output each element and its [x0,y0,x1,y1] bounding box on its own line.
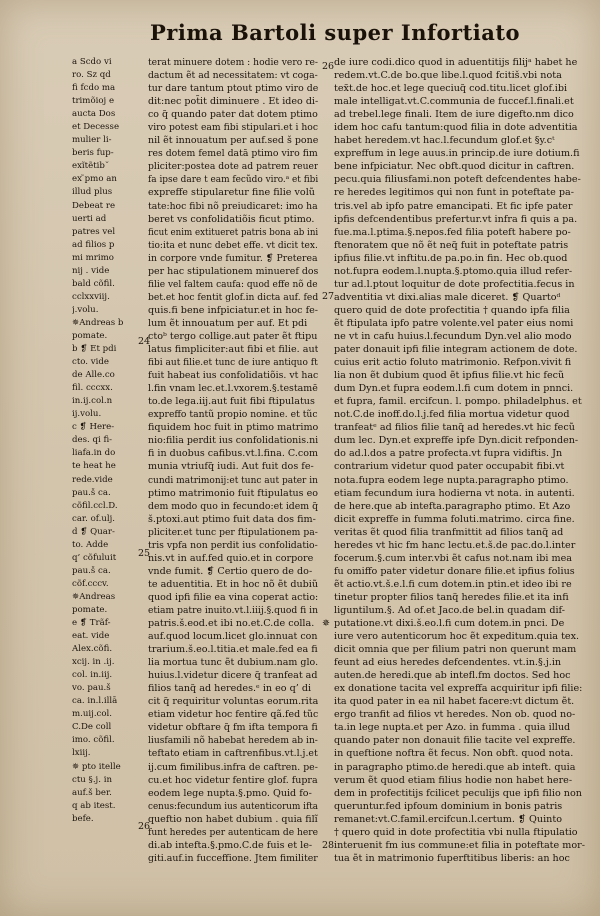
margin-note-line: eat. vide [72,631,110,642]
margin-note-line: mulier li- [72,135,112,146]
text-line: dem modo quo in fecundo:et idem q̃ [148,500,318,512]
margin-note-line: c ❡ Here- [72,422,115,433]
text-line: † quero quid in dote profectitia vbi nulla ftipulatio [334,826,578,838]
text-line: iure vero autenticorum hoc ẽt expeditum.quia tex. [334,631,580,643]
text-line: fi in duobus cafibus.vt.l.fina. C.com [148,448,318,460]
text-line: tate:hoc fibi nõ preiudicaret: imo ha [148,200,318,212]
margin-note-line: car. of.ulj. [72,513,116,524]
text-line: de here.que ab intefta.paragrapho ptimo. Et Azo [334,500,571,512]
text-line: heredes vt hic fm hanc lectu.et.š.de pac.do.l.inter [334,539,576,551]
margin-note-line: vo. pau.š [72,683,111,694]
text-column-left [148,56,318,865]
text-line: expreffo tantũ propio nomine. et tũc [148,409,318,421]
margin-note-line: beris fup- [72,148,114,159]
margin-note-line: ✵ pto itelle [72,761,121,772]
margin-note-line: j.volu. [72,304,99,315]
text-line: quero quid de dote profectitia † quando ipfa filia [334,304,570,316]
margin-note-line: befe. [72,813,94,824]
text-line: liguntilum.§. Ad of.et Jaco.de bel.in quadam dif- [334,604,565,616]
text-line: ex donatione tacita vel expreffa acquiritur ipfi filie: [334,683,583,695]
text-line: cundi matrimonij:et tunc aut pater in [148,474,318,486]
text-line: dicit expreffe in fumma foluti.matrimo. circa fine. [334,513,575,525]
text-line: dicit omnia que per filium patri non querunt mam [334,644,577,656]
text-line: š.ptoxi.aut ptimo fuit data dos fim- [148,513,316,525]
text-line: interuenit fm ius commune:et filia in poteftate mor- [334,839,585,851]
margin-note-line: illud plus [72,187,113,198]
text-line: nil ẽt innouatum per auf.sed š pone [148,135,318,147]
margin-note-line: bald cõfil. [72,278,115,289]
margin-note-line: to. Adde [72,539,109,550]
text-line: per hac stipulationem minueref dos [148,265,318,277]
text-line: nio:filia perdit ius confolidationis.ni [148,435,318,447]
text-line: to.de lega.iij.aut fuit fibi ftipulatus [148,396,315,408]
gutter-number: 25 [138,548,151,559]
margin-note-line: ij.volu. [72,409,102,420]
text-line: liusfamili nõ habebat heredem ab in- [148,735,318,747]
margin-note-line: ex ̃pmo an [72,174,117,185]
margin-note-line: d ❡ Quar- [72,526,115,537]
margin-note-line: trimõioj e [72,96,115,107]
text-line: expreffum in lege auus.in princip.de iure dotium.fi [334,148,580,160]
page-title: Prima Bartoli super Infortiato [150,20,521,45]
text-line: ad trebel.lege finali. Item de iure digefto.nm dico [334,109,574,121]
margin-note-line: Alex.cõfi. [72,644,113,655]
margin-note-line: auf.š ber. [72,787,112,798]
text-line: fibi aut filie.et tunc de iure antiquo ft [148,357,318,369]
text-line: ita quod pater in ea nil habet facere:vt dictum ẽt. [334,696,575,708]
text-line: tur dare tantum ptout ptimo viro de [148,83,318,95]
margin-note-line: cõf.cccv. [72,578,109,589]
text-line: fuit habeat ius confolidatiõis. vt hac [148,370,318,382]
margin-note-line: des. qi fi- [72,435,113,446]
margin-note-line: imo. cõfil. [72,735,115,746]
text-line: trarium.š.eo.l.titia.et male.fed ea fi [148,644,318,656]
text-line: ij.cum fimilibus.infra de caftren. pe- [148,761,318,773]
text-line: pater donauit ipfi filie integram actionem de dote. [334,344,578,356]
text-line: co q̃ quando pater dat dotem ptimo [148,109,318,121]
text-line: lia non ẽt dubium quod ẽt ipfius filie.vt hic fecũ [334,370,565,382]
text-line: huius.l.videtur dicere q̃ tranfeat ad [148,670,318,682]
margin-note-line: cclxxviij. [72,291,110,302]
text-line: tinetur propter filios tanq̃ heredes filie.et ita infi [334,591,569,603]
text-line: filios tanq̃ ad heredes.ᵉ in eo q’ di [148,683,312,695]
text-line: dum Dyn.et fupra eodem.l.fi cum dotem in pnnci. [334,383,574,395]
text-line: cu.et hoc videtur fentire glof. fupra [148,774,318,786]
text-line: pliciter:postea dote ad patrem reuer [148,161,318,173]
margin-note-line: nij . vide [72,265,110,276]
margin-note-line: cto. vide [72,357,109,368]
margin-note-line: mi mrimo [72,252,114,263]
text-line: habet heredem.vt hac.l.fecundum glof.et §y.cᵗ [334,135,555,147]
margin-note-line: et Decesse [72,122,120,133]
text-line: lia mortua tunc ẽt dubium.nam glo. [148,657,318,669]
margin-note-line: exĩtẽtib˘ [72,161,110,172]
text-line: tur ad.l.ptout loquitur de dote profectitia.fecus in [334,278,575,290]
text-line: videtur obftare q̃ fm ifta tempora fi [148,722,318,734]
text-line: ta.in lege nupta.et per Azo. in fumma . quia illud [334,722,571,734]
margin-note-line: de Alle.co [72,370,115,381]
text-line: terat minuere dotem : hodie vero re- [148,57,318,68]
margin-note-line: rede.vide [72,474,113,485]
margin-note-line: fi fcdo ma [72,83,116,94]
text-line: cuius erit actio foluto matrimonio. Refpon.vivit fi [334,357,572,369]
text-line: l.fin vnam lec.et.l.vxorem.§.testamē [148,383,318,395]
text-line: munia vtriufq̃ iudi. Aut fuit dos fe- [148,461,314,473]
text-line: giti.auf.in fucceffione. Jtem fimiliter [148,852,318,864]
text-line: dum lec. Dyn.et expreffe ipfe Dyn.dicit refponden- [334,435,579,447]
gutter-number: 24 [138,336,151,347]
text-line: veritas ẽt quod filia tranfmittit ad filios tanq̃ ad [334,526,564,538]
text-line: feunt ad eius heredes defcendentes. vt.in.§.j.in [334,657,562,669]
margin-note-line: uerti ad [72,213,107,224]
text-line: ipfius filie.vt inftitu.de pa.po.in fin. Hec ob.quod [334,252,568,264]
text-line: tranfeatᵉ ad filios filie tanq̃ ad heredes.vt hic fecũ [334,422,575,434]
margin-note-line: liafa.in do [72,448,116,459]
margin-note-line: lxiij. [72,748,91,759]
margin-note-line: fil. cccxx. [72,383,113,394]
text-line: not.C.de inoff.do.l.j.fed filia mortua videtur quod [334,409,570,421]
text-line: dem in profectitijs fcilicet peculijs que ipfi filio non [334,787,582,799]
text-line: et fupra, famil. ercifcun. l. pompo. philadelphus. et [334,396,582,408]
text-line: de iure codi.dico quod in aduentitijs filijᵃ habet he [334,57,578,68]
text-line: pliciter.et tunc per ftipulationem pa- [148,526,318,538]
text-line: expreffe stipularetur fine filie volũ [148,187,315,199]
gutter-star: ✵ [322,618,330,629]
text-line: remanet:vt.C.famil.ercifcun.l.certum. ❡ Quinto [334,813,562,825]
text-line: quod ipfi filie ea vina coperat actio: [148,591,318,603]
text-line: tris.vel ab ipfo patre emancipati. Et fic ipfe pater [334,200,573,212]
text-line: queftio non habet dubium . quia filĩ [148,813,318,825]
text-line: adventitia vt dixi.alias male diceret. ❡ Quartoᵈ [334,291,561,303]
text-line: tio:ita et nunc debet effe. vt dicit tex. [148,239,318,251]
text-line: teftato etiam in caftrenfibus.vt.l.j.et [148,748,318,760]
text-line: tris vpfa non perdit ius confolidatio- [148,539,318,551]
margin-note-line: patres vel [72,226,116,237]
text-line: eodem lege nupta.§.pmo. Quid fo- [148,787,312,799]
margin-note-line: cõfil.ccl.D. [72,500,118,511]
margin-note-line: m.uij.col. [72,709,113,720]
text-line: idem hoc cafu tantum:quod filia in dote adventitia [334,122,578,134]
text-line: te aduentitia. Et in hoc nõ ẽt dubiũ [148,578,318,590]
text-line: fu omiffo pater videtur donare filie.et ipfius folius [334,565,575,577]
gutter-number: 27 [322,291,335,302]
text-line: contrarium videtur quod pater occupabit fibi.vt [334,461,565,473]
margin-note-line: ✵Andreas b [72,317,124,328]
text-line: etiam videtur hoc fentire qã.fed tũc [148,709,318,721]
text-line: queruntur.fed ipfoum dominium in bonis patris [334,800,563,812]
text-line: dactum ẽt ad necessitatem: vt coga- [148,70,318,82]
gutter-number: 26 [322,61,335,72]
margin-note-line: pomate. [72,330,108,341]
text-line: quis.fi bene infpiciatur.et in hoc fe- [148,304,318,316]
text-line: ptimo matrimonio fuit ftipulatus eo [148,487,318,499]
text-line: fa ipse dare t eam fecũdo viro.ᵃ et fibi [148,174,318,186]
text-line: putatione.vt dixi.š.eo.l.fi cum dotem.in pnci. De [334,618,565,630]
margin-note-line: in.ij.col.n [72,396,113,407]
text-line: latus fimpliciter:aut fibi et filie. aut [148,344,318,356]
text-line: vnde fumit. ❡ Certio quero de do- [148,565,313,577]
margin-note-line: pau.š ca. [72,487,111,498]
text-line: fiquidem hoc fuit in ptimo matrimo [148,422,318,434]
margin-note-line: ca. in.l.illā [72,696,118,707]
text-column-right [334,56,586,865]
text-line: ne vt in cafu huius.l.fecundum Dyn.vel alio modo [334,330,572,342]
gutter-number: 26 [138,821,151,832]
margin-note-line: ✵Andreas [72,591,116,602]
margin-note-line: xcij. in .ij. [72,657,115,668]
text-line: cit q̃ requiritur voluntas eorum.rita [148,696,318,708]
text-line: filie vel faltem caufa: quod effe nõ de [148,278,318,290]
text-line: verum ẽt quod etiam filius hodie non habet here- [334,774,573,786]
margin-note-line: col. in.iij. [72,670,113,681]
text-line: etiam fecundum iura hodierna vt nota. in autenti. [334,487,575,499]
text-line: focerum.§.cum inter.vbi ẽt cafus not.nam ibi mea [334,552,572,564]
margin-note-line: C.De coll [72,722,112,733]
margin-note-line: Debeat re [72,200,116,211]
text-line: dit:nec pot̃it diminuere . Et ideo di- [148,96,318,108]
text-line: ergo tranfit ad filios vt heredes. Non ob. quod no- [334,709,576,721]
text-line: bet.et hoc fentit glof.in dicta auf. fed [148,291,318,303]
text-line: in corpore vnde fumitur. ❡ Preterea [148,252,318,264]
text-line: bene infpiciatur. Nec obft.quod dicitur in caftren. [334,161,575,173]
text-line: cenus:fecundum ius autenticorum ifta [148,800,318,812]
text-line: viro potest eam fibi stipulari.et i hoc [148,122,318,134]
margin-note-line: pomate. [72,604,108,615]
text-line: male intelligat.vt.C.communia de fuccef.l.finali.et [334,96,574,108]
margin-note-line: ad filios p [72,239,115,250]
text-line: redem.vt.C.de bo.que libe.l.quod fcitiš.vbi nota [334,70,562,82]
margin-note-line: ro. Sz qd [72,70,111,81]
text-line: tex̃t.de hoc.et lege queciuq̃ cod.titu.licet glof.ibi [334,83,568,95]
text-line: etiam patre inuito.vt.l.iiij.§.quod fi in [148,604,318,616]
text-line: auf.quod locum.licet glo.innuat con [148,631,318,643]
text-line: in queftione noftra ẽt fecus. Non obft. quod nota. [334,748,574,760]
margin-note-line: b ❡ Et pdi [72,344,117,355]
text-line: auten.de heredi.que ab intefl.fm doctos. Sed hoc [334,670,571,682]
text-line: di.ab intefta.§.pmo.C.de fuis et le- [148,839,313,851]
text-line: patris.š.eod.et ibi no.et.C.de colla. [148,618,315,630]
margin-note-line: ctu §.j. in [72,774,112,785]
text-line: not.fupra eodem.l.nupta.§.ptomo.quia illud refer- [334,265,573,277]
text-line: do ad.l.dos a patre profecta.vt fupra vidiftis. Jn [334,448,563,460]
margin-note-line: q ab itest. [72,800,116,811]
text-line: funt heredes per autenticam de here [148,826,318,838]
text-line: res dotem femel datā ptimo viro fim [148,148,318,160]
margin-note-line: e ❡ Trãf- [72,618,111,629]
margin-notes [72,56,144,826]
margin-note-line: aucta Dos [72,109,116,120]
text-line: nis.vt in auf.fed quio.et in corpore [148,552,314,564]
text-line: in paragrapho ptimo.de heredi.que ab inteft. quia [334,761,576,773]
text-line: quando pater non donauit filie tacite vel expreffe. [334,735,576,747]
text-line: ẽt actio.vt.š.e.l.fi cum dotem.in ptin.et ideo ibi re [334,578,572,590]
text-line: ipfis defcendentibus prefertur.vt infra fi quis a pa. [334,213,578,225]
text-line: ftenoratem que nõ ẽt neq̃ fuit in poteftate patris [334,239,569,251]
gutter-number: 28 [322,840,335,851]
margin-note-line: q’ cõfuluit [72,552,117,563]
text-line: nota.fupra eodem lege nupta.paragrapho ptimo. [334,474,569,486]
text-line: re heredes legitimos qui non funt in poteftate pa- [334,187,574,199]
text-line: pecu.quia filiusfami.non poteft defcendentes habe- [334,174,581,186]
margin-note-line: pau.š ca. [72,565,111,576]
margin-note-line: a Scdo vi [72,57,112,67]
text-line: ficut enim extitueret patris bona ab ini [148,226,318,238]
text-line: ctoᵇ tergo collige.aut pater ẽt ftipu [148,330,318,342]
text-line: ẽt ftipulata ipfo patre volente.vel pater eius nomi [334,317,574,329]
margin-note-line: te heat he [72,461,116,472]
text-line: lum ẽt innouatum per auf. Et pdi [148,317,308,329]
text-line: beret vs confolidatiõis ficut ptimo. [148,213,315,225]
text-line: tua ẽt in matrimonio fuperftitibus liberis: an hoc [334,852,570,864]
text-line: fue.ma.l.ptima.§.nepos.fed filia poteft habere po- [334,226,571,238]
